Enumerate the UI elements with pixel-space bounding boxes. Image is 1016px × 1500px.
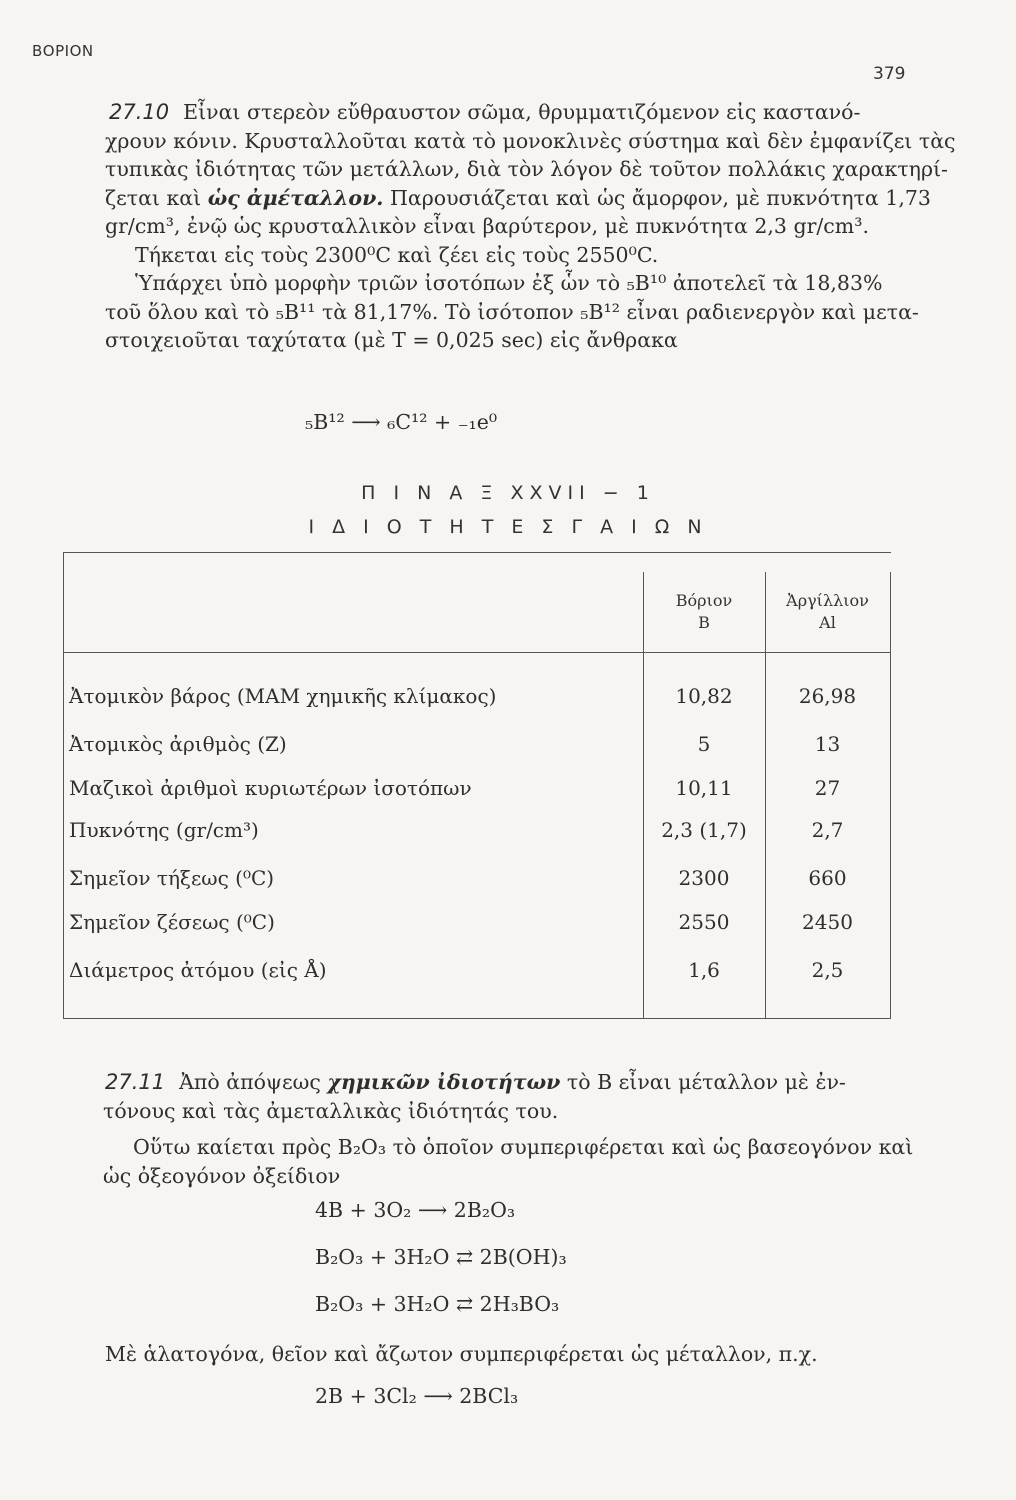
paragraph-line: Εἶναι στερεὸν εὔθραυστον σῶμα, θρυμματιζόμενον εἰς καστανό- (183, 100, 861, 124)
equation-combustion: 4B + 3O₂ ⟶ 2B₂O₃ (315, 1198, 516, 1222)
row-label: Ἀτομικὸς ἀριθμὸς (Z) (69, 732, 287, 756)
paragraph-line: gr/cm³, ἐνῷ ὡς κρυσταλλικὸν εἶναι βαρύτερον, μὲ πυκνότητα 2,3 gr/cm³. (105, 214, 869, 238)
properties-table (63, 552, 891, 1020)
running-head: ΒΟΡΙΟΝ (32, 42, 94, 60)
col-header-name: Ἀργίλλιον (786, 591, 869, 610)
cell-boron: 5 (697, 732, 711, 756)
table-subtitle: Ι Δ Ι Ο Τ Η Τ Ε Σ Γ Α Ι Ω Ν (308, 516, 708, 538)
cell-boron: 2300 (678, 866, 730, 890)
equation-chloride: 2B + 3Cl₂ ⟶ 2BCl₃ (315, 1384, 519, 1408)
row-label: Σημεῖον ζέσεως (⁰C) (69, 910, 275, 934)
paragraph-line: στοιχειοῦται ταχύτατα (μὲ T = 0,025 sec) εἰς ἄνθρακα (105, 328, 678, 352)
col-header-symbol: Al (819, 613, 836, 632)
section-number: 27.10 (109, 100, 170, 124)
row-label: Μαζικοὶ ἀριθμοὶ κυριωτέρων ἰσοτόπων (69, 776, 472, 800)
paragraph-line: ὡς ὀξεογόνον ὀξείδιον (103, 1163, 341, 1188)
cell-aluminium: 27 (814, 776, 841, 800)
cell-aluminium: 13 (814, 732, 841, 756)
row-label: Σημεῖον τήξεως (⁰C) (69, 866, 275, 890)
cell-boron: 2550 (678, 910, 730, 934)
cell-boron: 10,82 (675, 684, 733, 708)
cell-aluminium: 660 (808, 866, 847, 890)
equation-hydroxide: B₂O₃ + 3H₂O ⇄ 2B(OH)₃ (315, 1245, 567, 1269)
paragraph-line: τὸ B εἶναι μέταλλον μὲ ἐν- (566, 1070, 846, 1094)
row-label: Πυκνότης (gr/cm³) (69, 818, 259, 842)
paragraph-line: Ἀπὸ ἀπόψεως (179, 1070, 321, 1094)
col-header-boron (643, 590, 765, 634)
section-number: 27.11 (105, 1070, 166, 1094)
paragraph-line: τυπικὰς ἰδιότητας τῶν μετάλλων, διὰ τὸν λόγον δὲ τοῦτον πολλάκις χαρακτηρί- (105, 157, 948, 181)
cell-aluminium: 2450 (802, 910, 853, 934)
paragraph-line: τοῦ ὅλου καὶ τὸ ₅B¹¹ τὰ 81,17%. Τὸ ἰσότοπον ₅B¹² εἶναι ραδιενεργὸν καὶ μετα- (105, 299, 919, 324)
table-title: Π Ι Ν Α Ξ XXVII − 1 (361, 482, 655, 504)
paragraph-line: Τήκεται εἰς τοὺς 2300⁰C καὶ ζέει εἰς τοὺς 2550⁰C. (135, 242, 659, 267)
paragraph-line: ζεται καὶ (105, 185, 202, 210)
paragraph-line: χρουν κόνιν. Κρυσταλλοῦται κατὰ τὸ μονοκλινὲς σύστημα καὶ δὲν ἐμφανίζει τὰς (105, 128, 956, 153)
cell-boron: 10,11 (675, 776, 733, 800)
emphasis-text: ὡς ἀμέταλλον. (207, 185, 384, 210)
col-header-aluminium (765, 590, 890, 634)
col-header-name: Βόριον (675, 591, 733, 610)
section-27-11 (103, 1068, 914, 1190)
paragraph-line: Μὲ ἁλατογόνα, θεῖον καὶ ἄζωτον συμπεριφέρεται ὡς μέταλλον, π.χ. (105, 1342, 818, 1366)
page-number: 379 (873, 64, 906, 84)
emphasis-text: χημικῶν ἰδιοτήτων (327, 1070, 561, 1094)
paragraph-line: Παρουσιάζεται καὶ ὡς ἄμορφον, μὲ πυκνότητα 1,73 (389, 185, 931, 210)
cell-aluminium: 2,5 (811, 958, 844, 982)
paragraph-line: Ὑπάρχει ὑπὸ μορφὴν τριῶν ἰσοτόπων ἐξ ὧν τὸ ₅B¹⁰ ἀποτελεῖ τὰ 18,83% (135, 271, 883, 295)
paragraph-halogens (105, 1340, 905, 1369)
cell-boron: 1,6 (688, 958, 720, 982)
decay-equation: ₅B¹² ⟶ ₆C¹² + ₋₁e⁰ (305, 410, 498, 434)
paragraph-line: τόνους καὶ τὰς ἀμεταλλικὰς ἰδιότητάς του. (103, 1098, 559, 1123)
cell-aluminium: 26,98 (798, 684, 857, 708)
paragraph-line: Οὕτω καίεται πρὸς B₂O₃ τὸ ὁποῖον συμπεριφέρεται καὶ ὡς βασεογόνον καὶ (133, 1135, 914, 1159)
section-27-10 (105, 98, 956, 355)
equation-boric-acid: B₂O₃ + 3H₂O ⇄ 2H₃BO₃ (315, 1292, 560, 1316)
cell-boron: 2,3 (1,7) (661, 818, 747, 842)
row-label: Ἀτομικὸν βάρος (MAM χημικῆς κλίμακος) (69, 684, 497, 708)
col-header-symbol: B (698, 613, 710, 632)
row-label: Διάμετρος ἀτόμου (εἰς Å) (69, 958, 327, 982)
cell-aluminium: 2,7 (811, 818, 844, 842)
